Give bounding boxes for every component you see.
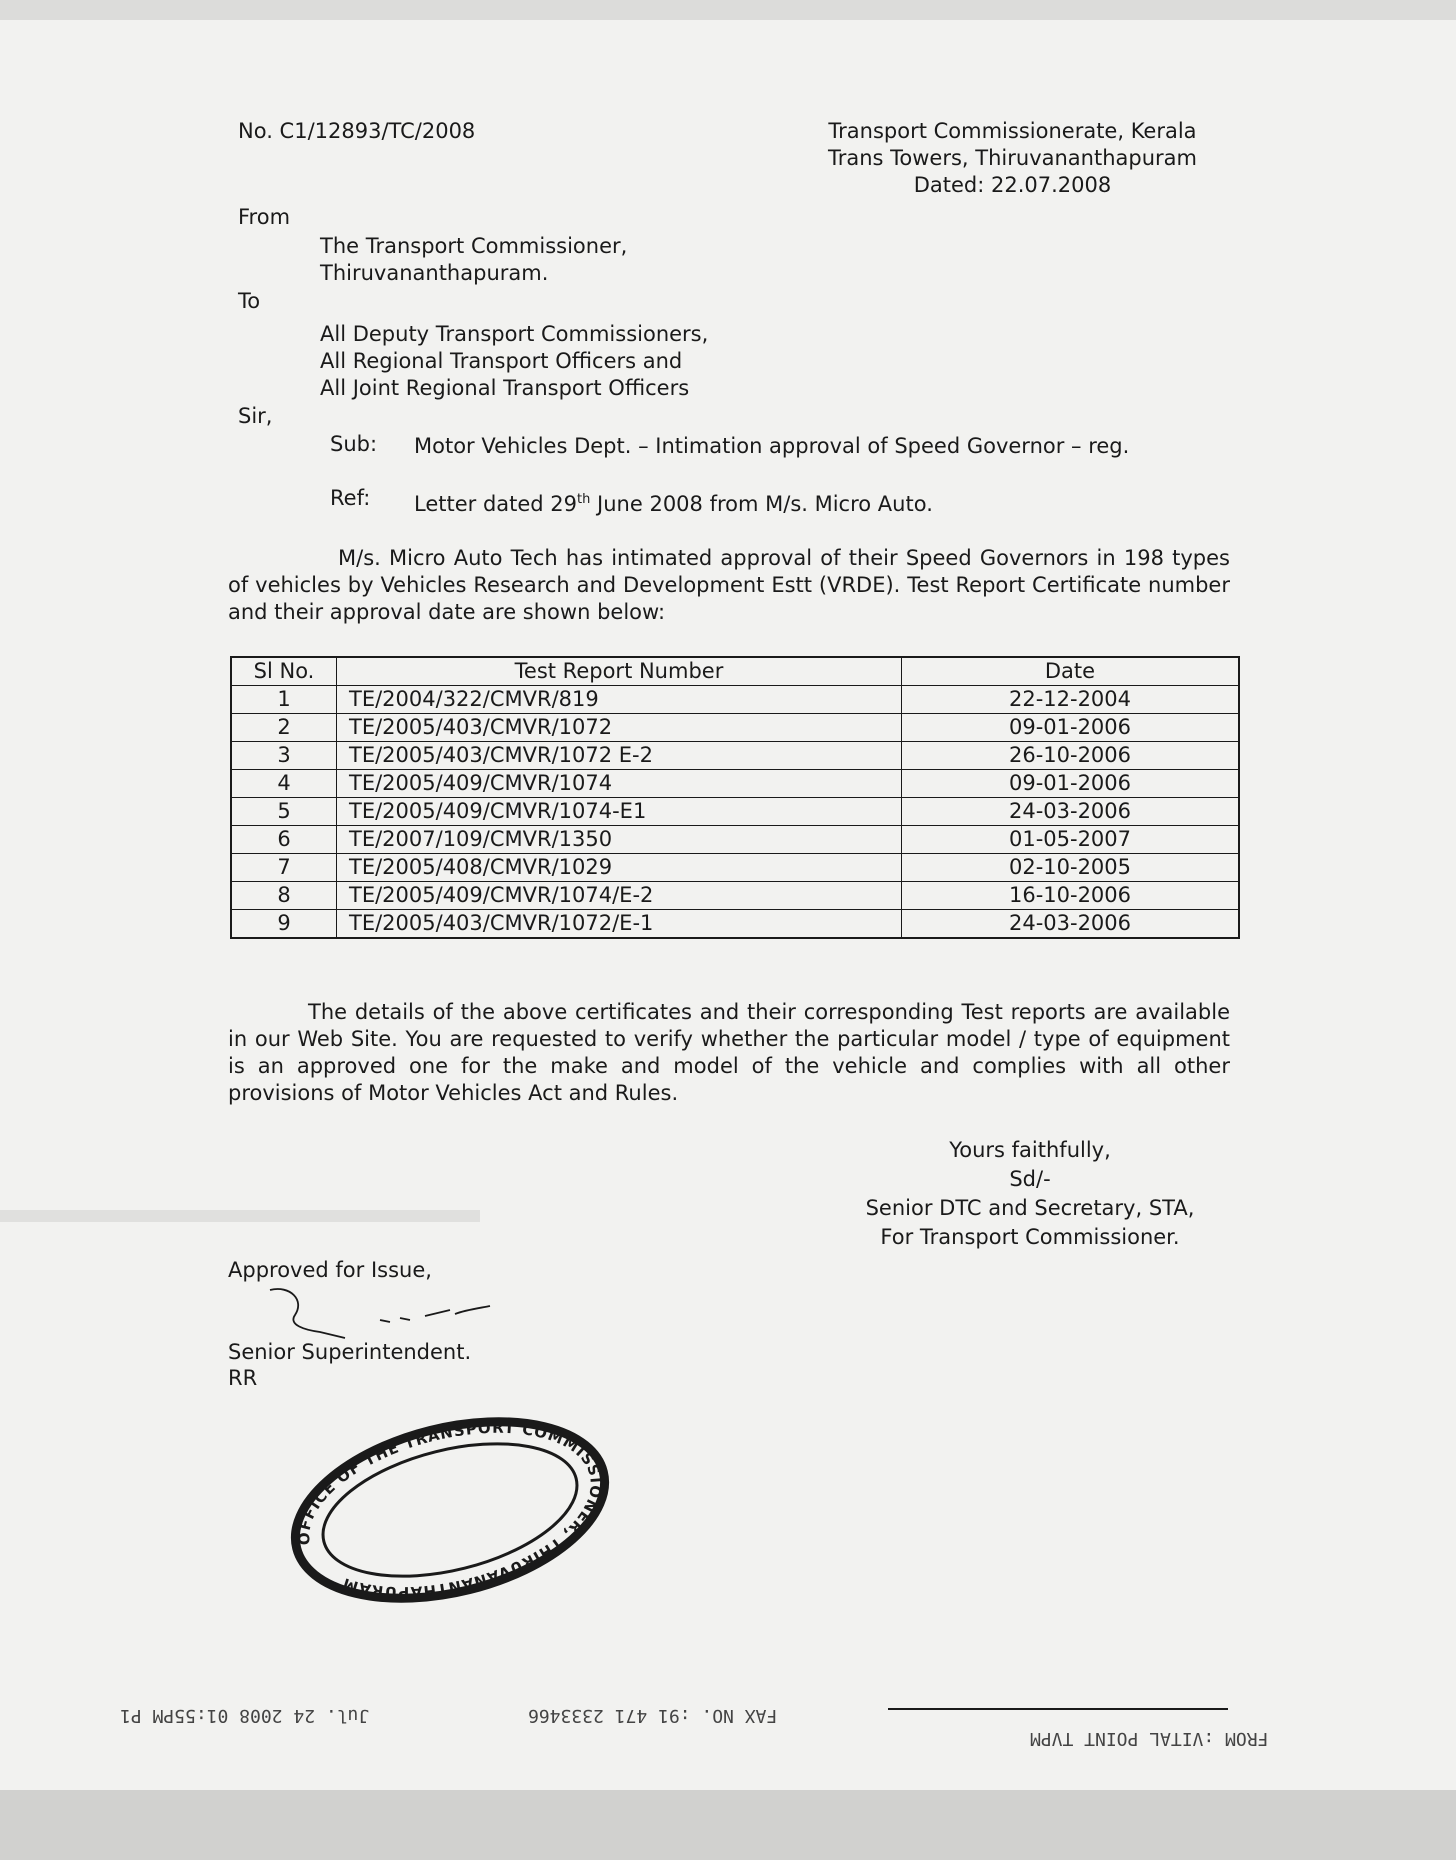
- date-cell: 24-03-2006: [902, 798, 1240, 826]
- scan-noise: [0, 1790, 1456, 1860]
- sl-no-cell: 1: [231, 686, 337, 714]
- report-number-cell: TE/2005/409/CMVR/1074: [337, 770, 902, 798]
- ref-label: Ref:: [330, 486, 371, 510]
- sl-no-cell: 7: [231, 854, 337, 882]
- sl-no-cell: 4: [231, 770, 337, 798]
- sl-no-cell: 3: [231, 742, 337, 770]
- date-cell: 09-01-2006: [902, 714, 1240, 742]
- date-cell: 16-10-2006: [902, 882, 1240, 910]
- header-test-report-number: Test Report Number: [337, 657, 902, 686]
- test-report-table: [230, 656, 1240, 939]
- sl-no-cell: 5: [231, 798, 337, 826]
- ref-text-part: June 2008 from M/s. Micro Auto.: [590, 492, 933, 516]
- date-cell: 24-03-2006: [902, 910, 1240, 939]
- to-line-1: All Deputy Transport Commissioners,: [320, 322, 709, 346]
- subject-label: Sub:: [330, 432, 378, 456]
- sl-no-cell: 2: [231, 714, 337, 742]
- ref-text: [414, 486, 933, 518]
- table-row: [231, 854, 1239, 882]
- office-address: [800, 118, 1225, 199]
- report-number-cell: TE/2007/109/CMVR/1350: [337, 826, 902, 854]
- date-cell: 02-10-2005: [902, 854, 1240, 882]
- table-row: [231, 798, 1239, 826]
- office-line-1: Transport Commissionerate, Kerala: [828, 119, 1197, 143]
- header-date: Date: [902, 657, 1240, 686]
- intro-paragraph-text: M/s. Micro Auto Tech has intimated approval of their Speed Governors in 198 types of vehicles by Vehicles Research and Development Estt (VRDE). Test Report Certificate number and their approval date are shown below:: [228, 546, 1230, 624]
- sl-no-cell: 9: [231, 910, 337, 939]
- closing-paragraph-text: The details of the above certificates and their corresponding Test reports are available in our Web Site. You are requested to verify whether the particular model / type of equipment is an approved one for the make and model of the vehicle and complies with all other provisions of Motor Vehicles Act and Rules.: [228, 1000, 1230, 1105]
- scan-noise: [0, 1210, 480, 1222]
- date-cell: 26-10-2006: [902, 742, 1240, 770]
- closing-paragraph: [228, 999, 1230, 1107]
- from-line-2: Thiruvananthapuram.: [320, 261, 549, 285]
- closing-phrase: Yours faithfully,: [949, 1138, 1111, 1162]
- sl-no-cell: 6: [231, 826, 337, 854]
- date-cell: 22-12-2004: [902, 686, 1240, 714]
- report-number-cell: TE/2004/322/CMVR/819: [337, 686, 902, 714]
- initials: RR: [228, 1366, 258, 1390]
- from-label: From: [238, 205, 291, 229]
- header-sl-no: Sl No.: [231, 657, 337, 686]
- subject-text: Motor Vehicles Dept. – Intimation approval of Speed Governor – reg.: [414, 434, 1130, 458]
- to-line-2: All Regional Transport Officers and: [320, 349, 683, 373]
- letter-date: Dated: 22.07.2008: [913, 173, 1112, 197]
- from-line-1: The Transport Commissioner,: [320, 234, 628, 258]
- senior-superintendent: Senior Superintendent.: [228, 1340, 472, 1364]
- signature-block: [820, 1136, 1240, 1252]
- approved-for-issue: Approved for Issue,: [228, 1258, 432, 1282]
- table-header-row: [231, 657, 1239, 686]
- report-number-cell: TE/2005/403/CMVR/1072/E-1: [337, 910, 902, 939]
- table-row: [231, 742, 1239, 770]
- table-row: [231, 882, 1239, 910]
- fax-number: FAX NO. :91 471 2333466: [528, 1705, 778, 1726]
- sl-no-cell: 8: [231, 882, 337, 910]
- fax-from: FROM :VITAL POINT TVPM: [1030, 1728, 1269, 1749]
- office-seal-stamp: [280, 1410, 620, 1610]
- report-number-cell: TE/2005/403/CMVR/1072 E-2: [337, 742, 902, 770]
- ref-superscript: th: [577, 492, 591, 507]
- scan-noise: [0, 0, 1456, 20]
- stamp-text: OFFICE OF THE TRANSPORT COMMISSIONER, THIRUVANANTHAPURAM: [294, 1418, 606, 1602]
- table-row: [231, 686, 1239, 714]
- table-row: [231, 770, 1239, 798]
- to-line-3: All Joint Regional Transport Officers: [320, 376, 690, 400]
- table-row: [231, 826, 1239, 854]
- to-label: To: [238, 289, 261, 313]
- date-cell: 01-05-2007: [902, 826, 1240, 854]
- report-number-cell: TE/2005/409/CMVR/1074-E1: [337, 798, 902, 826]
- salutation: Sir,: [238, 404, 273, 428]
- fax-date-time: Jul. 24 2008 01:55PM P1: [120, 1705, 370, 1726]
- footer-rule: [888, 1708, 1228, 1710]
- table-row: [231, 910, 1239, 939]
- office-line-2: Trans Towers, Thiruvananthapuram: [827, 146, 1197, 170]
- signatory-for-line: For Transport Commissioner.: [880, 1225, 1180, 1249]
- table-row: [231, 714, 1239, 742]
- date-cell: 09-01-2006: [902, 770, 1240, 798]
- ref-text-part: Letter dated 29: [414, 492, 578, 516]
- report-number-cell: TE/2005/408/CMVR/1029: [337, 854, 902, 882]
- intro-paragraph: [228, 545, 1230, 626]
- reference-number: No. C1/12893/TC/2008: [238, 119, 476, 143]
- report-number-cell: TE/2005/403/CMVR/1072: [337, 714, 902, 742]
- report-number-cell: TE/2005/409/CMVR/1074/E-2: [337, 882, 902, 910]
- signatory-designation: Senior DTC and Secretary, STA,: [865, 1196, 1195, 1220]
- signed-mark: Sd/-: [1009, 1167, 1051, 1191]
